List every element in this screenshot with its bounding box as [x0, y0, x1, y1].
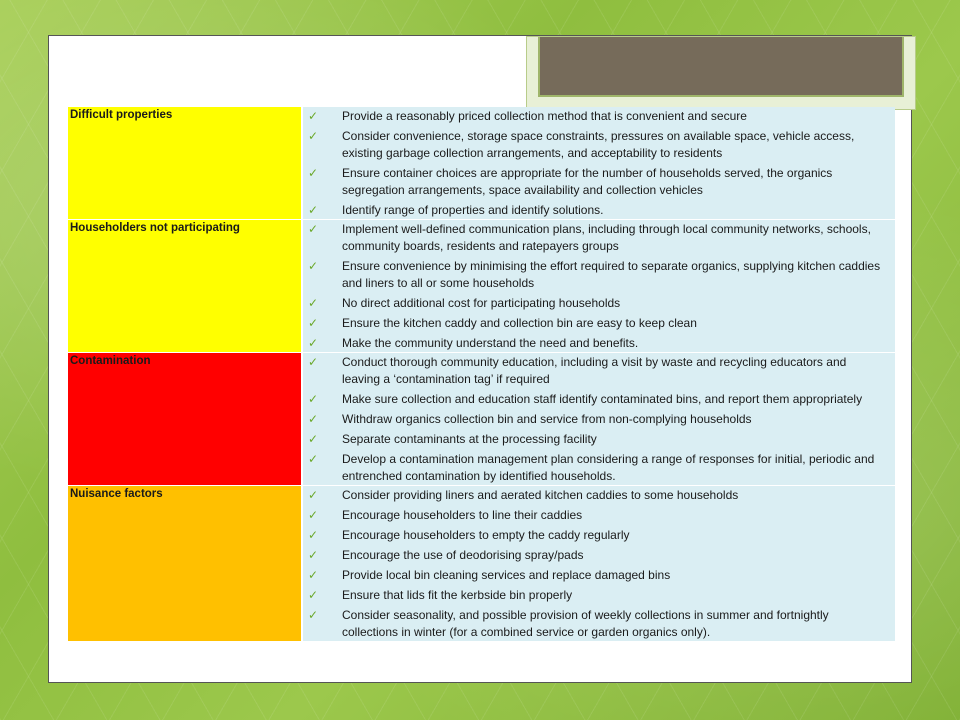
strategies-table — [68, 107, 895, 642]
bullet-list — [303, 487, 887, 641]
list-item — [303, 567, 887, 584]
list-item — [303, 354, 887, 388]
check-icon: ✓ — [308, 568, 319, 582]
check-icon: ✓ — [308, 432, 319, 446]
check-icon: ✓ — [308, 412, 319, 426]
check-icon: ✓ — [308, 203, 319, 217]
table-row — [68, 353, 895, 486]
check-icon: ✓ — [308, 588, 319, 602]
check-icon: ✓ — [308, 355, 319, 369]
bullet-text: Make the community understand the need and benefits. — [342, 336, 639, 350]
title-placeholder — [538, 37, 904, 97]
list-item — [303, 258, 887, 292]
list-item — [303, 411, 887, 428]
row-label: Householders not participating — [68, 220, 302, 353]
check-icon: ✓ — [308, 259, 319, 273]
bullet-text: Ensure that lids fit the kerbside bin properly — [342, 588, 573, 602]
bullet-text: Separate contaminants at the processing facility — [342, 432, 597, 446]
check-icon: ✓ — [308, 109, 319, 123]
check-icon: ✓ — [308, 296, 319, 310]
list-item — [303, 202, 887, 219]
row-bullets-cell — [302, 107, 895, 220]
table-row — [68, 486, 895, 642]
check-icon: ✓ — [308, 508, 319, 522]
list-item — [303, 547, 887, 564]
list-item — [303, 128, 887, 162]
list-item — [303, 165, 887, 199]
bullet-text: Consider providing liners and aerated kitchen caddies to some households — [342, 488, 739, 502]
list-item — [303, 587, 887, 604]
list-item — [303, 108, 887, 125]
bullet-text: Ensure the kitchen caddy and collection bin are easy to keep clean — [342, 316, 697, 330]
table-row — [68, 107, 895, 220]
bullet-text: Consider seasonality, and possible provision of weekly collections in summer and fortnightly collections in winter (for a combined service or garden organics only). — [342, 608, 829, 639]
list-item — [303, 431, 887, 448]
bullet-text: Consider convenience, storage space constraints, pressures on available space, vehicle access, existing garbage collection arrangements, and acceptability to residents — [342, 129, 855, 160]
bullet-text: Withdraw organics collection bin and service from non-complying households — [342, 412, 752, 426]
list-item — [303, 221, 887, 255]
bullet-text: Implement well-defined communication plans, including through local community networks, schools, community boards, residents and ratepayers groups — [342, 222, 871, 253]
bullet-text: Ensure convenience by minimising the effort required to separate organics, supplying kitchen caddies and liners to all or some households — [342, 259, 881, 290]
list-item — [303, 451, 887, 485]
list-item — [303, 507, 887, 524]
check-icon: ✓ — [308, 488, 319, 502]
table-row — [68, 220, 895, 353]
bullet-text: Conduct thorough community education, including a visit by waste and recycling educators and leaving a ‘contamination tag’ if required — [342, 355, 847, 386]
row-bullets-cell — [302, 353, 895, 486]
row-label: Difficult properties — [68, 107, 302, 220]
bullet-list — [303, 354, 887, 485]
list-item — [303, 607, 887, 641]
check-icon: ✓ — [308, 129, 319, 143]
check-icon: ✓ — [308, 608, 319, 622]
bullet-text: Make sure collection and education staff identify contaminated bins, and report them appropriately — [342, 392, 863, 406]
bullet-text: Develop a contamination management plan considering a range of responses for initial, periodic and entrenched contamination by identified households. — [342, 452, 875, 483]
list-item — [303, 487, 887, 504]
bullet-text: No direct additional cost for participating households — [342, 296, 621, 310]
list-item — [303, 315, 887, 332]
check-icon: ✓ — [308, 392, 319, 406]
row-bullets-cell — [302, 220, 895, 353]
check-icon: ✓ — [308, 316, 319, 330]
bullet-text: Encourage householders to empty the caddy regularly — [342, 528, 630, 542]
check-icon: ✓ — [308, 548, 319, 562]
list-item — [303, 335, 887, 352]
list-item — [303, 391, 887, 408]
check-icon: ✓ — [308, 528, 319, 542]
bullet-text: Provide local bin cleaning services and replace damaged bins — [342, 568, 671, 582]
bullet-text: Ensure container choices are appropriate for the number of households served, the organics segregation arrangements, space availability and collection vehicles — [342, 166, 833, 197]
bullet-text: Encourage the use of deodorising spray/pads — [342, 548, 584, 562]
bullet-list — [303, 108, 887, 219]
check-icon: ✓ — [308, 166, 319, 180]
bullet-text: Provide a reasonably priced collection method that is convenient and secure — [342, 109, 747, 123]
list-item — [303, 527, 887, 544]
bullet-text: Identify range of properties and identify solutions. — [342, 203, 604, 217]
row-bullets-cell — [302, 486, 895, 642]
bullet-list — [303, 221, 887, 352]
title-frame — [526, 36, 916, 110]
check-icon: ✓ — [308, 222, 319, 236]
list-item — [303, 295, 887, 312]
check-icon: ✓ — [308, 452, 319, 466]
bullet-text: Encourage householders to line their caddies — [342, 508, 583, 522]
row-label: Contamination — [68, 353, 302, 486]
row-label: Nuisance factors — [68, 486, 302, 642]
check-icon: ✓ — [308, 336, 319, 350]
